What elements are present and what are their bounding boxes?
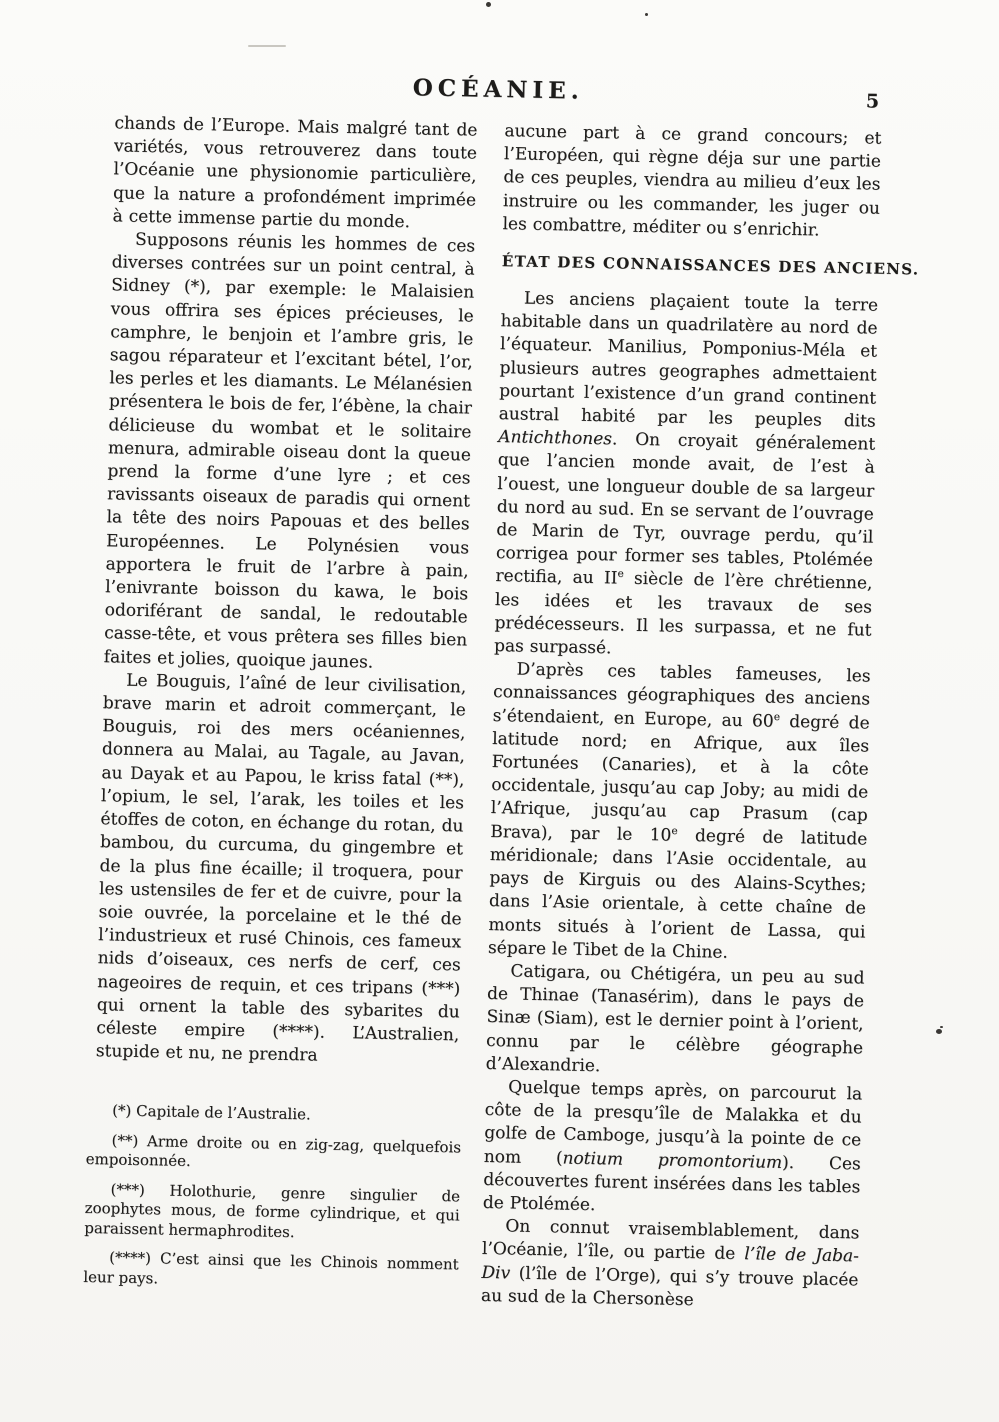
- scan-artifact: [486, 2, 491, 7]
- left-column: [83, 112, 478, 1304]
- footnote: (*) Capitale de l’Australie.: [111, 1101, 311, 1124]
- scan-artifact: [936, 1029, 942, 1034]
- footnote: (***) Holothurie, genre singulier de zoophytes mous, de forme cylindrique, et qui paraissent hermaphrodites.: [84, 1180, 461, 1241]
- footnotes-block: [83, 1101, 462, 1294]
- footnote: (****) C’est ainsi que les Chinois nomment leur pays.: [83, 1248, 459, 1288]
- scan-artifact: [940, 1026, 943, 1028]
- footnote: (**) Arme droite ou en zig-zag, quelquefois empoisonnée.: [85, 1131, 462, 1171]
- right-column: [480, 120, 920, 1315]
- scan-artifact: [645, 13, 648, 16]
- page-number: 5: [865, 90, 880, 113]
- paragraph: Catigara, ou Chétigéra, un peu au sud de Thinae (Tanasérim), dans le pays de Sinæ (Siam), est le dernier point à l’orient, connu par le célèbre géographe d’Alexandrie.: [485, 961, 865, 1076]
- paragraph: On connut vraisemblablement, dans l’Océanie, l’île, ou partie de l’île de Jaba-Div (l’île de l’Orge), qui s’y trouve placée au sud de la Chersonèse: [480, 1216, 860, 1310]
- page-header-title: OCÉANIE.: [412, 74, 585, 105]
- paragraph: Supposons réunis les hommes de ces diverses contrées sur un point central, à Sidney (*), par exemple: le Malaisien vous offrira ses épices précieuses, le camphre, le benjoin et l’ambre gris, le sagou réparateur et l’excitant bétel, l’or, les perles et les diamants. Le Mélanésien présentera le bois de fer, l’ébène, la chair délicieuse du wombat et le solitaire menura, admirable oiseau dont la queue prend la forme d’une lyre ; et ces ravissants oiseaux de paradis qui ornent la tête des noirs Papouas et des belles Européennes. Le Polynésien vous apportera le fruit de l’arbre à pain, l’enivrante boisson du kawa, le bois odoriférant de sandal, le redoutable casse-tête, et vous prêtera ses filles bien faites et jolies, quoique jaunes.: [103, 229, 476, 673]
- scan-artifact: [248, 45, 286, 47]
- paragraph: Quelque temps après, on parcourut la côte de la presqu’île de Malakka et du golfe de Camboge, jusqu’à la pointe de ce nom (notium promontorium). Ces découvertes furent insérées dans les tables de Ptolémée.: [482, 1077, 863, 1216]
- running-header: [115, 68, 881, 113]
- section-heading: ÉTAT DES CONNAISSANCES DES ANCIENS.: [501, 252, 920, 279]
- paragraph: Le Bouguis, l’aîné de leur civilisation, brave marin et adroit commerçant, le Bouguis, roi des mers océaniennes, donnera au Malai, au Tagale, au Javan, au Dayak et au Papou, le kriss fatal (**), l’opium, le sel, l’arak, les toiles et les étoffes de coton, en échange du rotan, du bambou, du curcuma, du gingembre et de la plus fine écaille; il troquera, pour les ustensiles de fer et de cuivre, pour la soie ouvrée, la porcelaine et le thé de l’industrieux et rusé Chinois, ces fameux nids d’oiseaux, ces nerfs de cerf, ces nageoires de requin, et ces tripans (***) qui ornent la table des sybarites du céleste empire (****). L’Australien, stupide et nu, ne prendra: [95, 670, 467, 1066]
- paragraph: aucune part à ce grand concours; et l’Européen, qui règne déja sur une partie de ces peuples, viendra au milieu d’eux les instruire ou les commander, les juger ou les combattre, méditer ou s’enrichir.: [502, 121, 882, 241]
- paragraph: Les anciens plaçaient toute la terre habitable dans un quadrilatère au nord de l’équateur. Manilius, Pomponius-Méla et plusieurs autres geographes admettaient pourtant l’existence d’un grand continent austral habité par les peuples dits Antichthones. On croyait généralement que l’ancien monde avait, de l’est à l’ouest, une longueur double de sa largeur du nord au sud. En se servant de l’ouvrage de Marin de Tyr, ouvrage perdu, qu’il corrigea pour former ses tables, Ptolémée rectifia, au IIe siècle de l’ère chrétienne, les idées et les travaux de ses prédécesseurs. Il les surpassa, et ne fut pas surpassé.: [493, 288, 879, 659]
- paragraph: D’après ces tables fameuses, les connaissances géographiques des anciens s’étendaient, en Europe, au 60e degré de latitude nord; en Afrique, aux îles Fortunées (Canaries), et à la côte occidentale, jusqu’au cap Joby; au midi de l’Afrique, jusqu’au cap Prasum (cap Brava), par le 10e degré de latitude méridionale; dans l’Asie occidentale, au pays de Kirguis ou des Alains-Scythes; dans l’Asie orientale, à cette chaîne de monts situés à l’orient de Lassa, qui sépare le Tibet de la Chine.: [487, 659, 871, 963]
- paragraph: chands de l’Europe. Mais malgré tant de variétés, vous retrouverez dans toute l’Océanie une physionomie particulière, que la nature a profondément imprimée à cette immense partie du monde.: [112, 113, 478, 233]
